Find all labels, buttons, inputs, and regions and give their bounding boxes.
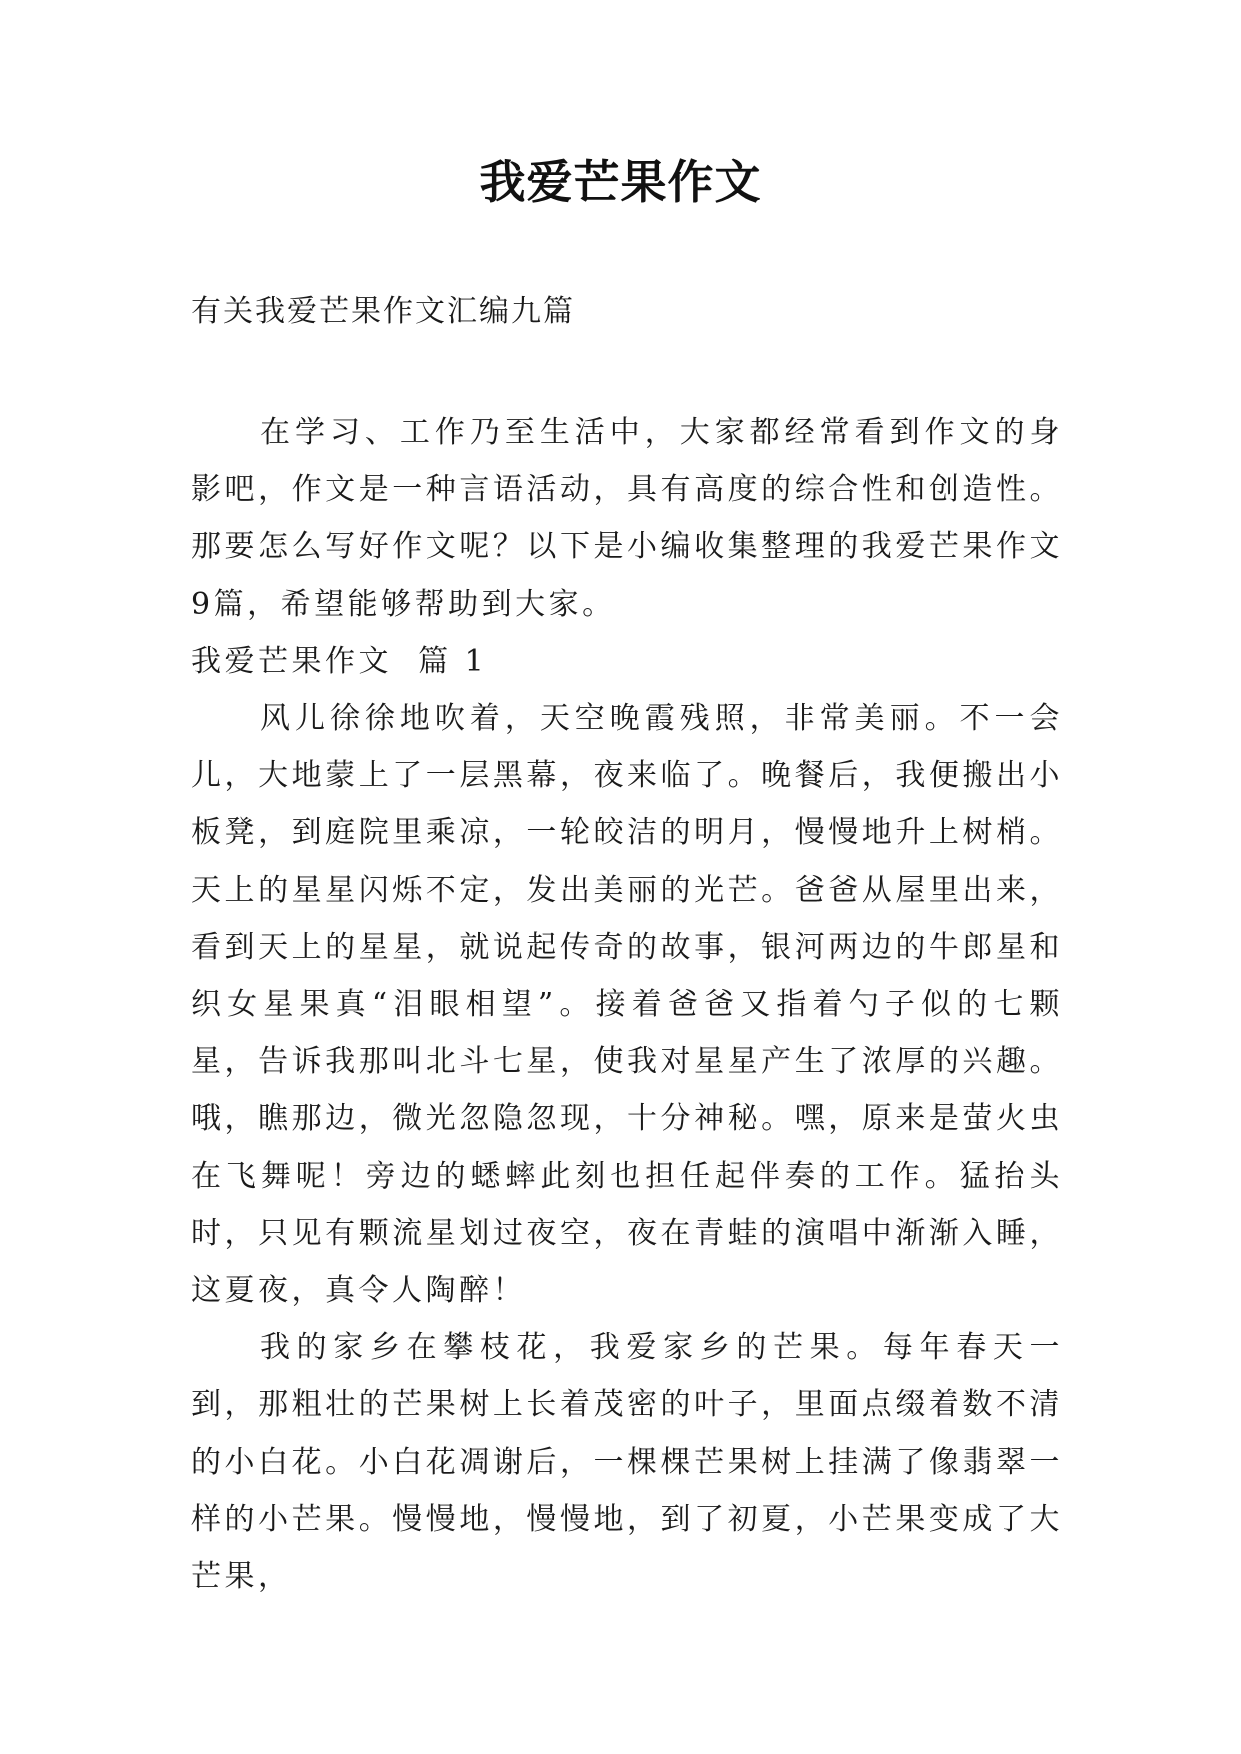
document-body (191, 404, 1063, 1605)
document-title: 我爱芒果作文 (479, 155, 762, 209)
section-heading: 我爱芒果作文 篇 1 (191, 643, 488, 679)
body-paragraph: 我的家乡在攀枝花，我爱家乡的芒果。每年春天一到，那粗壮的芒果树上长着茂密的叶子，里面点缀着数不清的小白花。小白花凋谢后，一棵棵芒果树上挂满了像翡翠一样的小芒果。慢慢地，慢慢地，到了初夏，小芒果变成了大芒果， (191, 1330, 1063, 1595)
intro-paragraph: 在学习、工作乃至生活中，大家都经常看到作文的身影吧，作文是一种言语活动，具有高度的综合性和创造性。那要怎么写好作文呢？以下是小编收集整理的我爱芒果作文9篇，希望能够帮助到大家。 (191, 415, 1063, 622)
body-paragraph: 风儿徐徐地吹着，天空晚霞残照，非常美丽。不一会儿，大地蒙上了一层黑幕，夜来临了。晚餐后，我便搬出小板凳，到庭院里乘凉，一轮皎洁的明月，慢慢地升上树梢。天上的星星闪烁不定，发出美丽的光芒。爸爸从屋里出来，看到天上的星星，就说起传奇的故事，银河两边的牛郎星和织女星果真“泪眼相望”。接着爸爸又指着勺子似的七颗星，告诉我那叫北斗七星，使我对星星产生了浓厚的兴趣。哦，瞧那边，微光忽隐忽现，十分神秘。嘿，原来是萤火虫在飞舞呢！旁边的蟋蟀此刻也担任起伴奏的工作。猛抬头时，只见有颗流星划过夜空，夜在青蛙的演唱中渐渐入睡，这夏夜，真令人陶醉！ (191, 701, 1063, 1309)
document-subtitle: 有关我爱芒果作文汇编九篇 (191, 294, 575, 329)
